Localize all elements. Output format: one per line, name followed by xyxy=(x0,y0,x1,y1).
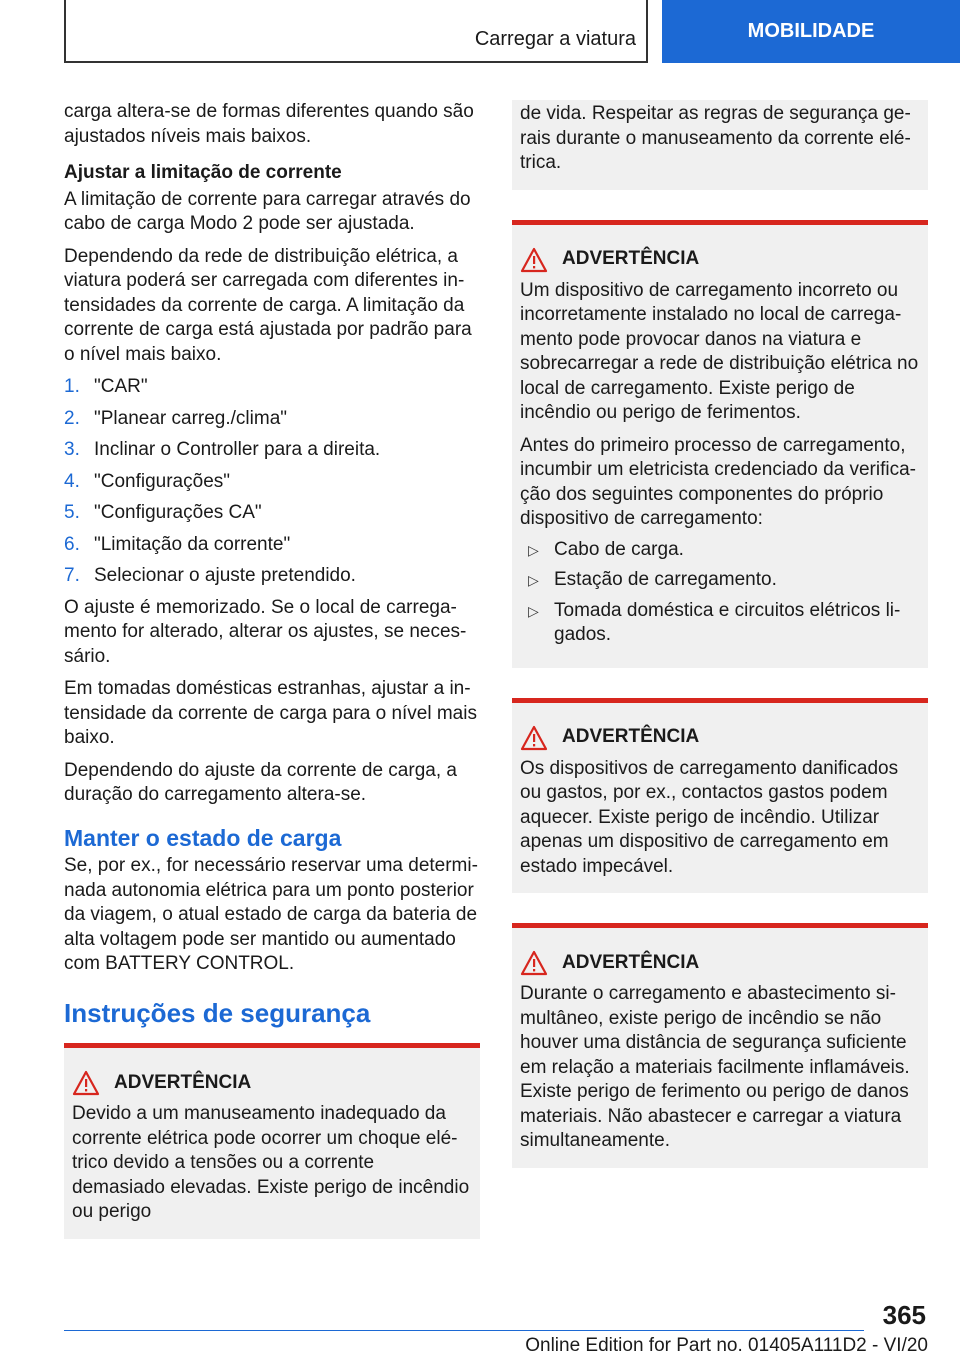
bullet-text: Tomada doméstica e circuitos elétricos ligados. xyxy=(554,599,901,645)
warning-box xyxy=(64,1043,480,1239)
paragraph: Se, por ex., for necessário reservar uma determinada autonomia elétrica para um ponto posterior da viagem, o atual estado de carga da bateria de alta voltagem pode ser mantido ou aumentado com BATTERY CONTROL. xyxy=(64,855,478,974)
bullet-triangle-icon: ▷ xyxy=(528,602,539,619)
bullet-triangle-icon: ▷ xyxy=(528,572,539,588)
step-number: 5. xyxy=(64,502,80,523)
warning-triangle-icon xyxy=(520,247,548,273)
paragraph: Em tomadas domésticas estranhas, ajustar a intensidade da corrente de carga para o nível mais baixo. xyxy=(64,678,477,748)
heading-maintain-charge: Manter o estado de carga xyxy=(64,824,342,851)
warning-box xyxy=(512,220,928,668)
list-item xyxy=(64,438,480,463)
list-item xyxy=(64,533,480,558)
warning-header xyxy=(520,247,920,273)
step-number: 3. xyxy=(64,439,80,460)
step-text: "Limitação da corrente" xyxy=(94,533,291,555)
warning-triangle-icon xyxy=(520,725,548,751)
left-column xyxy=(64,100,480,1239)
warning-box xyxy=(512,698,928,894)
list-item xyxy=(64,564,480,589)
list-item xyxy=(64,501,480,526)
list-item xyxy=(64,470,480,495)
right-column xyxy=(512,100,928,1198)
bullet-text: Cabo de carga. xyxy=(554,538,684,560)
list-item xyxy=(520,599,920,648)
warning-box-continued xyxy=(512,100,928,190)
warning-header xyxy=(520,950,920,976)
paragraph: Dependendo da rede de distribuição elétrica, a viatura poderá ser carregada com diferentes intensidades da corrente de carga. A limitação da corrente de carga está ajustada por padrão para o nível mais baixo. xyxy=(64,245,472,365)
bullet-triangle-icon: ▷ xyxy=(528,541,539,558)
warning-triangle-icon xyxy=(520,950,548,976)
list-item xyxy=(520,538,920,563)
warning-triangle-icon xyxy=(72,1070,100,1096)
step-number: 6. xyxy=(64,533,80,555)
steps-list xyxy=(64,375,480,589)
footer-divider xyxy=(64,1330,864,1331)
step-number: 7. xyxy=(64,565,80,586)
bullet-text: Estação de carregamento. xyxy=(554,569,777,590)
warning-text: Devido a um manuseamento inadequado da corrente elétrica pode ocorrer um choque elétrico devido a tensões ou a corrente demasiado elevadas. Existe perigo de incêndio ou perigo xyxy=(72,1103,470,1222)
list-item xyxy=(64,407,480,432)
step-text: "Planear carreg./clima" xyxy=(94,407,288,429)
page-number: 365 xyxy=(882,1300,926,1330)
warning-text: Os dispositivos de carregamento danificados ou gastos, por ex., contactos gastos podem aquecer. Existe perigo de incêndio. Utilizar apenas um dispositivo de carregamento em estado impecável. xyxy=(520,757,899,877)
subheading-current-limit: Ajustar a limitação de corrente xyxy=(64,162,342,183)
intro-text: carga altera-se de formas diferentes quando são ajustados níveis mais baixos. xyxy=(64,101,474,147)
warning-text: de vida. Respeitar as regras de segurança gerais durante o manuseamento da corrente elétrica. xyxy=(520,103,911,173)
warning-text: Um dispositivo de carregamento incorreto ou incorretamente instalado no local de carregamento pode provocar danos na viatura e sobrecarregar a rede de distribuição elétrica no local de carregamento. Existe perigo de incêndio ou perigo de ferimentos. xyxy=(520,279,919,423)
warning-title: ADVERTÊNCIA xyxy=(562,951,700,973)
warning-title: ADVERTÊNCIA xyxy=(562,726,700,748)
step-text: "Configurações" xyxy=(94,470,231,492)
warning-box xyxy=(512,923,928,1168)
paragraph: O ajuste é memorizado. Se o local de carregamento for alterado, alterar os ajustes, se necessário. xyxy=(64,596,467,667)
step-text: "Configurações CA" xyxy=(94,502,262,523)
step-number: 2. xyxy=(64,407,80,429)
warning-title: ADVERTÊNCIA xyxy=(562,248,700,270)
step-text: Inclinar o Controller para a direita. xyxy=(94,439,381,460)
warning-header xyxy=(520,725,920,751)
warning-header xyxy=(72,1070,472,1096)
chapter-tab[interactable]: MOBILIDADE xyxy=(662,0,960,63)
warning-text: Durante o carregamento e abastecimento simultâneo, existe perigo de incêndio se não houver uma distância de segurança suficiente em relação a materiais facilmente inflamáveis. Existe perigo de ferimento ou perigo de danos materiais. Não abastecer e carregar a viatura simultaneamente. xyxy=(520,983,910,1151)
step-text: "CAR" xyxy=(94,376,148,397)
warning-title: ADVERTÊNCIA xyxy=(114,1071,252,1093)
list-item xyxy=(520,568,920,593)
step-number: 1. xyxy=(64,376,80,397)
paragraph: Dependendo do ajuste da corrente de carga, a duração do carregamento altera-se. xyxy=(64,759,457,805)
heading-safety: Instruções de segurança xyxy=(64,997,371,1028)
paragraph: A limitação de corrente para carregar através do cabo de carga Modo 2 pode ser ajustada. xyxy=(64,188,471,234)
section-title: Carregar a viatura xyxy=(474,28,636,50)
step-number: 4. xyxy=(64,470,80,492)
list-item xyxy=(64,375,480,400)
edition-footer: Online Edition for Part no. 01405A111D2 - VI/20 xyxy=(525,1335,928,1356)
warning-text: Antes do primeiro processo de carregamento, incumbir um eletricista credenciado da verificação dos seguintes componentes do próprio dispositivo de carregamento: xyxy=(520,434,916,529)
bullet-list xyxy=(520,538,920,648)
step-text: Selecionar o ajuste pretendido. xyxy=(94,565,356,586)
